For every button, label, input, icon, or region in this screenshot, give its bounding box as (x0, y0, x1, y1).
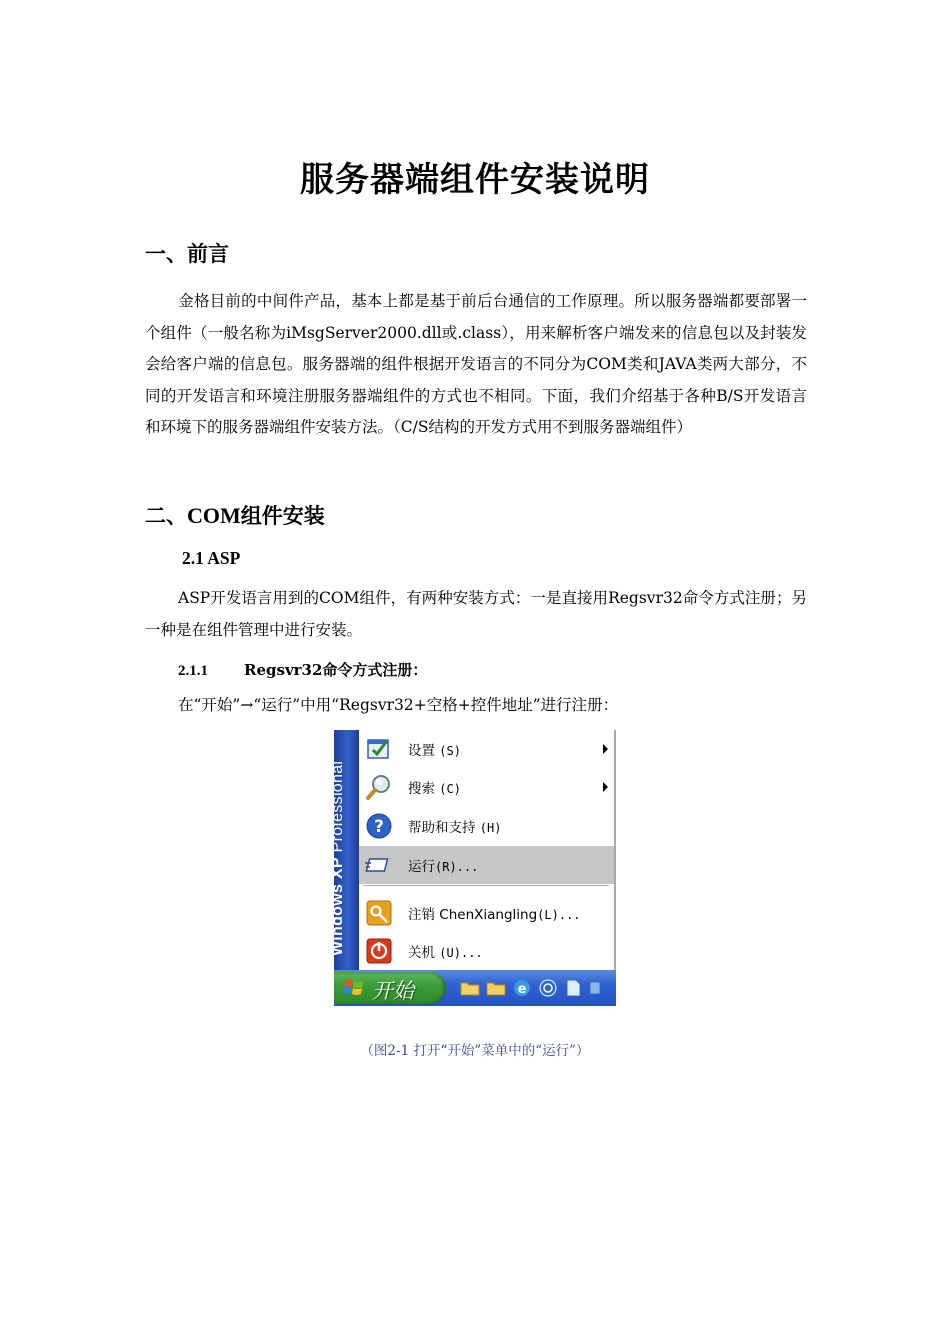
folder-icon[interactable] (460, 978, 480, 998)
folder-icon[interactable] (486, 978, 506, 998)
start-button-label: 开始 (372, 979, 414, 1003)
ie-icon[interactable] (512, 978, 532, 998)
menu-item-settings[interactable] (359, 730, 614, 768)
menu-item-shutdown[interactable] (359, 932, 614, 970)
preface-text: 金格目前的中间件产品，基本上都是基于前后台通信的工作原理。所以服务器端都要部署一个组件（一般名称为iMsgServer2000.dll或.class），用来解析客户端发来的信息包以及封装发会给客户端的信息包。服务器端的组件根据开发语言的不同分为COM类和JAVA类两大部分，不同的开发语言和环境注册服务器端组件的方式也不相同。下面，我们介绍基于各种B/S开发语言和环境下的服务器端组件安装方法。（C/S结构的开发方式用不到服务器端组件） (145, 292, 807, 436)
start-button[interactable] (334, 972, 446, 1004)
menu-item-help[interactable] (359, 807, 614, 845)
menu-item-run[interactable] (359, 846, 614, 884)
run-icon (364, 850, 394, 880)
section-heading-com (145, 500, 325, 530)
document-title: 服务器端组件安装说明 (300, 160, 650, 200)
taskbar (334, 970, 616, 1006)
start-menu-panel (359, 730, 616, 970)
windows-xp-banner (329, 730, 359, 970)
subsubsection-heading (178, 659, 427, 680)
instruction-text: 在“开始”→“运行”中用“Regsvr32+空格+控件地址”进行注册： (178, 696, 619, 714)
menu-item-search[interactable] (359, 768, 614, 806)
menu-item-logoff-label: 注销 ChenXiangling(L)... (408, 907, 581, 923)
browser-icon[interactable] (538, 978, 558, 998)
menu-item-search-label: 搜索 (C) (408, 781, 461, 797)
settings-icon (364, 734, 394, 764)
asp-paragraph (145, 583, 807, 646)
menu-item-help-label: 帮助和支持 (H) (408, 820, 502, 836)
menu-separator (363, 885, 609, 887)
submenu-arrow-icon (603, 782, 608, 792)
quick-launch-bar (460, 978, 600, 1000)
menu-item-run-label: 运行(R)... (408, 859, 479, 875)
submenu-arrow-icon (603, 744, 608, 754)
section-heading-latin: COM (187, 503, 241, 528)
figure-caption: （图2-1 打开“开始”菜单中的“运行”） (360, 1043, 590, 1059)
help-icon (364, 811, 394, 841)
instruction-paragraph (145, 690, 807, 722)
section-heading-preface: 一、前言 (145, 242, 229, 266)
menu-item-logoff[interactable] (359, 894, 614, 932)
preface-paragraph (145, 286, 807, 444)
windows-xp-banner-text: Windows XP Professional (329, 760, 346, 956)
menu-item-settings-label: 设置 (S) (408, 743, 461, 759)
subsubsection-number: 2.1.1 (178, 663, 208, 679)
section-heading-prefix: 二、 (145, 504, 187, 528)
logoff-icon (364, 898, 394, 928)
menu-item-shutdown-label: 关机 (U)... (408, 945, 483, 961)
svg-text:e: e (517, 982, 527, 997)
subsection-heading-asp: 2.1 ASP (182, 548, 241, 568)
section-heading-suffix: 组件安装 (240, 504, 325, 528)
svg-text:?: ? (374, 817, 384, 837)
search-icon (364, 772, 394, 802)
start-menu-screenshot (329, 730, 616, 1006)
app-icon[interactable] (588, 978, 600, 998)
document-icon[interactable] (564, 978, 582, 998)
asp-text: ASP开发语言用到的COM组件，有两种安装方式：一是直接用Regsvr32命令方式注册；另一种是在组件管理中进行安装。 (145, 589, 807, 639)
shutdown-icon (364, 936, 394, 966)
subsubsection-title: Regsvr32命令方式注册： (244, 661, 428, 679)
windows-logo-icon (344, 979, 364, 997)
